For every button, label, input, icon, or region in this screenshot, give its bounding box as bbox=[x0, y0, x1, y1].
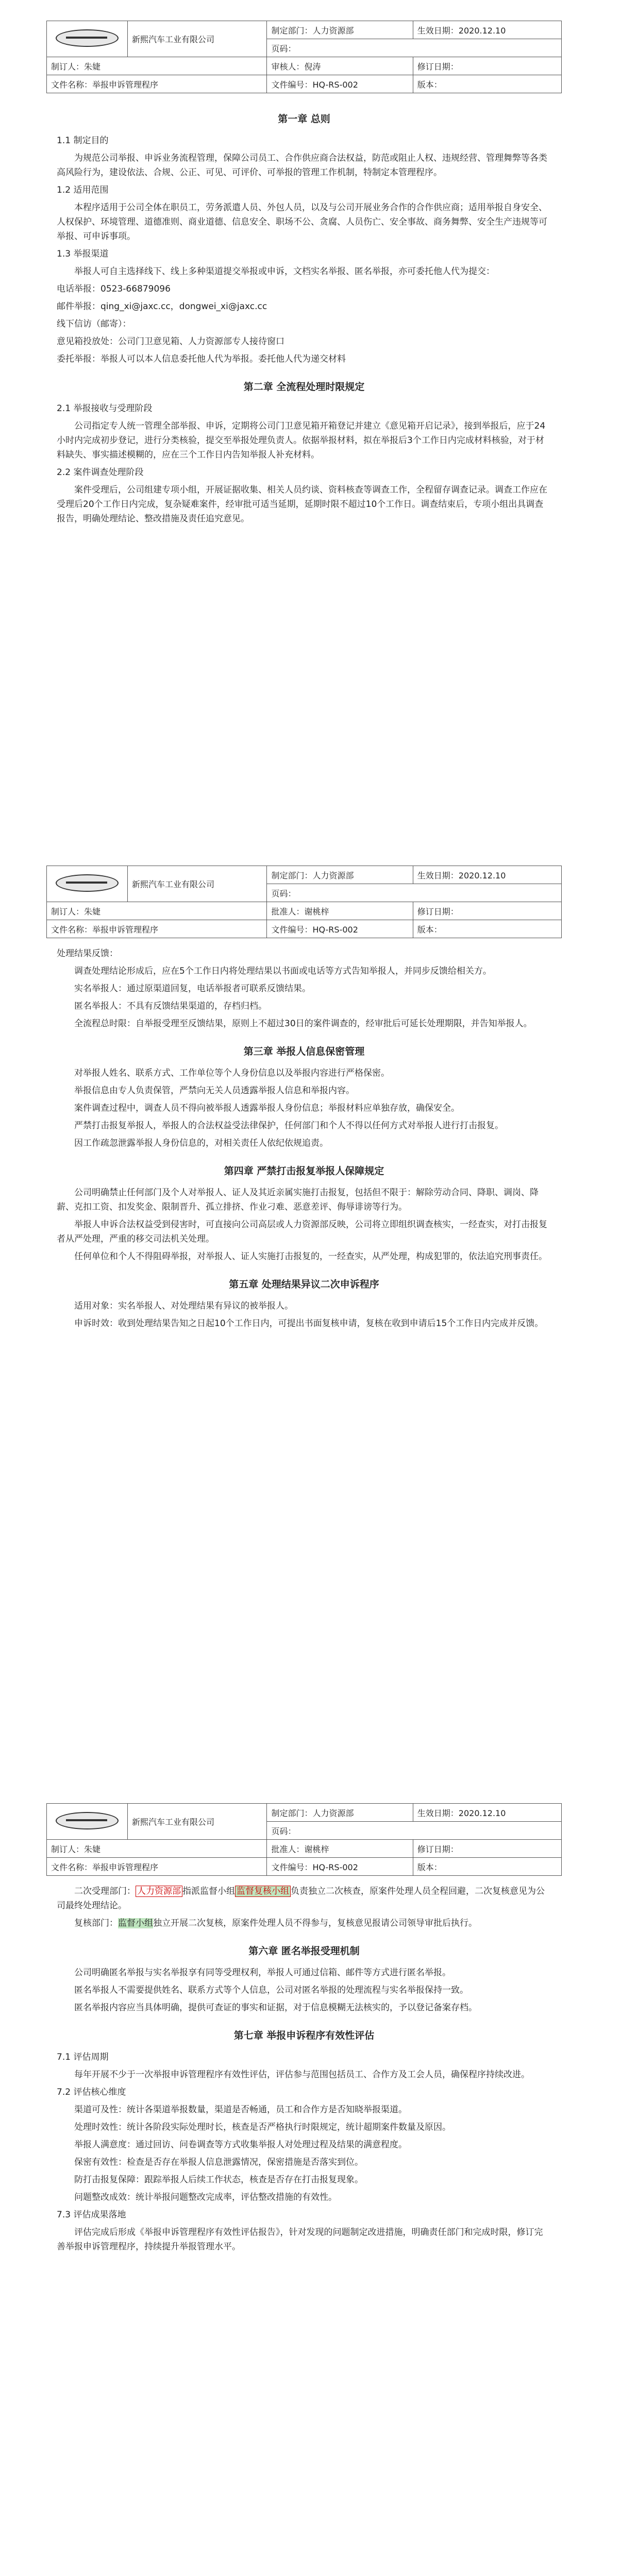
logo-icon bbox=[56, 874, 119, 892]
section-heading: 1.2 适用范围 bbox=[57, 185, 109, 195]
page-body bbox=[46, 938, 562, 1331]
chapter-title: 第二章 全流程处理时限规定 bbox=[243, 381, 365, 393]
page-body bbox=[46, 93, 562, 526]
text-run: 复核部门： bbox=[74, 1918, 118, 1928]
channel-box: 意见箱投放处：公司门卫意见箱、人力资源部专人接待窗口 bbox=[57, 336, 284, 347]
paragraph: 申诉时效：收到处理结果告知之日起10个工作日内，可提出书面复核申请，复核在收到申请后15个工作日内完成并反馈。 bbox=[74, 1318, 544, 1329]
paragraph: 实名举报人：通过原渠道回复，电话举报者可联系反馈结果。 bbox=[74, 984, 311, 994]
approver: 批准人：谢桃梓 bbox=[267, 1840, 413, 1858]
chapter-title: 第六章 匿名举报受理机制 bbox=[248, 1945, 360, 1957]
page-number: 页码： bbox=[267, 884, 562, 902]
drafter: 制订人：朱婕 bbox=[47, 902, 267, 920]
paragraph: 匿名举报内容应当具体明确，提供可查证的事实和证据，对于信息模糊无法核实的，予以登记备案存档。 bbox=[74, 2003, 477, 2013]
section-heading: 1.3 举报渠道 bbox=[57, 249, 109, 259]
paragraph: 匿名举报人：不具有反馈结果渠道的，存档归档。 bbox=[74, 1001, 267, 1011]
reviewer: 审核人：倪涛 bbox=[267, 57, 413, 75]
section-heading: 处理结果反馈： bbox=[57, 948, 118, 959]
paragraph: 举报信息由专人负责保管，严禁向无关人员透露举报人信息和举报内容。 bbox=[74, 1086, 355, 1096]
doc-header bbox=[46, 1803, 562, 1876]
chapter-title: 第七章 举报申诉程序有效性评估 bbox=[233, 2030, 375, 2041]
channel-agent: 委托举报：举报人可以本人信息委托他人代为举报。委托他人代为递交材料 bbox=[57, 354, 346, 364]
dept-field: 制定部门：人力资源部 bbox=[267, 1804, 413, 1822]
text-run: 指派监督小组 bbox=[182, 1886, 235, 1896]
paragraph: 案件调查过程中，调查人员不得向被举报人透露举报人身份信息；举报材料应单独存放，确保安全。 bbox=[74, 1103, 460, 1113]
revision-date: 修订日期： bbox=[413, 902, 561, 920]
paragraph: 任何单位和个人不得阻碍举报，对举报人、证人实施打击报复的，一经查实，从严处理，构成犯罪的，依法追究刑事责任。 bbox=[74, 1251, 547, 1262]
doc-header bbox=[46, 866, 562, 938]
paragraph: 严禁打击报复举报人，举报人的合法权益受法律保护，任何部门和个人不得以任何方式对举报人进行打击报复。 bbox=[74, 1121, 503, 1131]
paragraph: 举报人可自主选择线下、线上多种渠道提交举报或申诉，文档实名举报、匿名举报，亦可委托他人代为提交： bbox=[74, 266, 495, 277]
section-heading: 7.3 评估成果落地 bbox=[57, 2210, 126, 2220]
effective-date: 生效日期：2020.12.10 bbox=[413, 866, 561, 884]
file-number: 文件编号：HQ-RS-002 bbox=[267, 920, 413, 938]
highlighted-text: 监督复核小组 bbox=[235, 1886, 291, 1897]
paragraph bbox=[57, 1916, 551, 1930]
paragraph: 问题整改成效：统计举报问题整改完成率，评估整改措施的有效性。 bbox=[74, 2192, 337, 2202]
paragraph bbox=[57, 1884, 551, 1913]
paragraph: 因工作疏忽泄露举报人身份信息的，对相关责任人依纪依规追责。 bbox=[74, 1138, 328, 1148]
revision-date: 修订日期： bbox=[413, 1840, 561, 1858]
effective-date: 生效日期：2020.12.10 bbox=[413, 21, 561, 39]
section-heading: 1.1 制定目的 bbox=[57, 135, 109, 146]
section-heading: 7.2 评估核心维度 bbox=[57, 2087, 126, 2097]
page-number: 页码： bbox=[267, 1822, 562, 1840]
document-page-1 bbox=[46, 21, 562, 773]
version: 版本： bbox=[413, 75, 561, 93]
chapter-title: 第四章 严禁打击报复举报人保障规定 bbox=[224, 1165, 384, 1177]
chapter-title: 第一章 总则 bbox=[278, 113, 330, 125]
company-logo bbox=[47, 866, 128, 902]
paragraph: 每年开展不少于一次举报申诉管理程序有效性评估，评估参与范围包括员工、合作方及工会人员，确保程序持续改进。 bbox=[74, 2070, 530, 2080]
marked-text: 人力资源部 bbox=[136, 1886, 182, 1897]
company-logo bbox=[47, 1804, 128, 1840]
paragraph: 调查处理结论形成后，应在5个工作日内将处理结果以书面或电话等方式告知举报人，并同步反馈给相关方。 bbox=[74, 966, 492, 976]
approver: 批准人：谢桃梓 bbox=[267, 902, 413, 920]
paragraph: 举报人满意度：通过回访、问卷调查等方式收集举报人对处理过程及结果的满意程度。 bbox=[74, 2140, 407, 2150]
paragraph: 对举报人姓名、联系方式、工作单位等个人身份信息以及举报内容进行严格保密。 bbox=[74, 1068, 390, 1078]
version: 版本： bbox=[413, 1858, 561, 1876]
revision-date: 修订日期： bbox=[413, 57, 561, 75]
dept-field: 制定部门：人力资源部 bbox=[267, 21, 413, 39]
channel-mail: 邮件举报：qing_xi@jaxc.cc，dongwei_xi@jaxc.cc bbox=[57, 301, 267, 312]
page-body bbox=[46, 1876, 562, 2254]
file-name: 文件名称：举报申诉管理程序 bbox=[47, 920, 267, 938]
paragraph: 适用对象：实名举报人、对处理结果有异议的被举报人。 bbox=[74, 1301, 293, 1311]
section-heading: 2.2 案件调查处理阶段 bbox=[57, 467, 144, 478]
paragraph: 公司指定专人统一管理全部举报、申诉，定期将公司门卫意见箱开箱登记并建立《意见箱开启记录》，接到举报后，应于24小时内完成初步登记，进行分类核验，提交至举报处理负责人。依据举报材料，拟在举报后3个工作日内完成材料核验，对于材料缺失、事实描述模糊的，应在三个工作日内告知举报人补充材料。 bbox=[57, 421, 546, 460]
doc-header bbox=[46, 21, 562, 93]
page-number: 页码： bbox=[267, 39, 562, 57]
paragraph: 处理时效性：统计各阶段实际处理时长，核查是否严格执行时限规定，统计超期案件数量及原因。 bbox=[74, 2122, 451, 2132]
paragraph: 公司明确匿名举报与实名举报享有同等受理权利，举报人可通过信箱、邮件等方式进行匿名举报。 bbox=[74, 1968, 451, 1978]
channel-letter: 线下信访（邮寄）： bbox=[57, 319, 131, 329]
document-page-2 bbox=[46, 866, 562, 1772]
company-name: 新熙汽车工业有限公司 bbox=[128, 21, 267, 57]
file-number: 文件编号：HQ-RS-002 bbox=[267, 1858, 413, 1876]
drafter: 制订人：朱婕 bbox=[47, 57, 267, 75]
file-number: 文件编号：HQ-RS-002 bbox=[267, 75, 413, 93]
paragraph: 为规范公司举报、申诉业务流程管理，保障公司员工、合作供应商合法权益，防范或阻止人权、违规经营、管理舞弊等各类高风险行为，建设依法、合规、公正、可见、可评价、可举报的管理工作机制，特制定本管理程序。 bbox=[57, 153, 547, 178]
paragraph: 评估完成后形成《举报申诉管理程序有效性评估报告》，针对发现的问题制定改进措施，明确责任部门和完成时限，修订完善举报申诉管理程序，持续提升举报管理水平。 bbox=[57, 2227, 543, 2252]
file-name: 文件名称：举报申诉管理程序 bbox=[47, 1858, 267, 1876]
chapter-title: 第三章 举报人信息保密管理 bbox=[243, 1046, 365, 1057]
paragraph: 本程序适用于公司全体在职员工，劳务派遣人员、外包人员，以及与公司开展业务合作的合作供应商；适用举报自身安全、人权保护、环境管理、道德准则、商业道德、信息安全、职场不公、贪腐、人员伤亡、安全事故、商务舞弊、安全生产违规等可举报、可申诉事项。 bbox=[57, 202, 547, 242]
paragraph: 防打击报复保障：跟踪举报人后续工作状态，核查是否存在打击报复现象。 bbox=[74, 2175, 363, 2185]
paragraph: 保密有效性：检查是否存在举报人信息泄露情况，保密措施是否落实到位。 bbox=[74, 2157, 363, 2167]
paragraph: 渠道可及性：统计各渠道举报数量，渠道是否畅通，员工和合作方是否知晓举报渠道。 bbox=[74, 2105, 407, 2115]
company-logo bbox=[47, 21, 128, 57]
paragraph: 公司明确禁止任何部门及个人对举报人、证人及其近亲属实施打击报复，包括但不限于：解除劳动合同、降职、调岗、降薪、克扣工资、扣发奖金、限制晋升、孤立排挤、作业刁难、恶意差评、侮辱诽谤等行为。 bbox=[57, 1188, 539, 1212]
text-run: 负责独立二次核查，原案件处理人员全程回避，二次复核意见为公司最终处理结论。 bbox=[57, 1886, 545, 1911]
logo-icon bbox=[56, 29, 119, 47]
drafter: 制订人：朱婕 bbox=[47, 1840, 267, 1858]
company-name: 新熙汽车工业有限公司 bbox=[128, 866, 267, 902]
channel-phone: 电话举报：0523-66879096 bbox=[57, 284, 171, 294]
dept-field: 制定部门：人力资源部 bbox=[267, 866, 413, 884]
text-run: 二次受理部门： bbox=[74, 1886, 136, 1896]
section-heading: 7.1 评估周期 bbox=[57, 2052, 109, 2062]
version: 版本： bbox=[413, 920, 561, 938]
logo-icon bbox=[56, 1812, 119, 1829]
paragraph: 举报人申诉合法权益受到侵害时，可直接向公司高层或人力资源部反映，公司将立即组织调查核实，一经查实，对打击报复者从严处理，严重的移交司法机关处理。 bbox=[57, 1219, 547, 1244]
text-run: 独立开展二次复核，原案件处理人员不得参与，复核意见报请公司领导审批后执行。 bbox=[153, 1918, 477, 1928]
paragraph: 案件受理后，公司组建专项小组，开展证据收集、相关人员约谈、资料核查等调查工作，全程留存调查记录。调查工作应在受理后20个工作日内完成，复杂疑难案件，经审批可适当延期，延期时限不超过10个工作日。调查结束后，专项小组出具调查报告，明确处理结论、整改措施及责任追究意见。 bbox=[57, 485, 547, 524]
highlighted-text: 监督小组 bbox=[118, 1918, 153, 1928]
file-name: 文件名称：举报申诉管理程序 bbox=[47, 75, 267, 93]
paragraph: 匿名举报人不需要提供姓名、联系方式等个人信息，公司对匿名举报的处理流程与实名举报保持一致。 bbox=[74, 1985, 468, 1995]
effective-date: 生效日期：2020.12.10 bbox=[413, 1804, 561, 1822]
company-name: 新熙汽车工业有限公司 bbox=[128, 1804, 267, 1840]
section-heading: 2.1 举报接收与受理阶段 bbox=[57, 403, 153, 414]
document-page-3 bbox=[46, 1803, 562, 2576]
chapter-title: 第五章 处理结果异议二次申诉程序 bbox=[229, 1279, 379, 1290]
paragraph: 全流程总时限：自举报受理至反馈结果，原则上不超过30日的案件调查的，经审批后可延长处理期限，并告知举报人。 bbox=[74, 1019, 532, 1029]
